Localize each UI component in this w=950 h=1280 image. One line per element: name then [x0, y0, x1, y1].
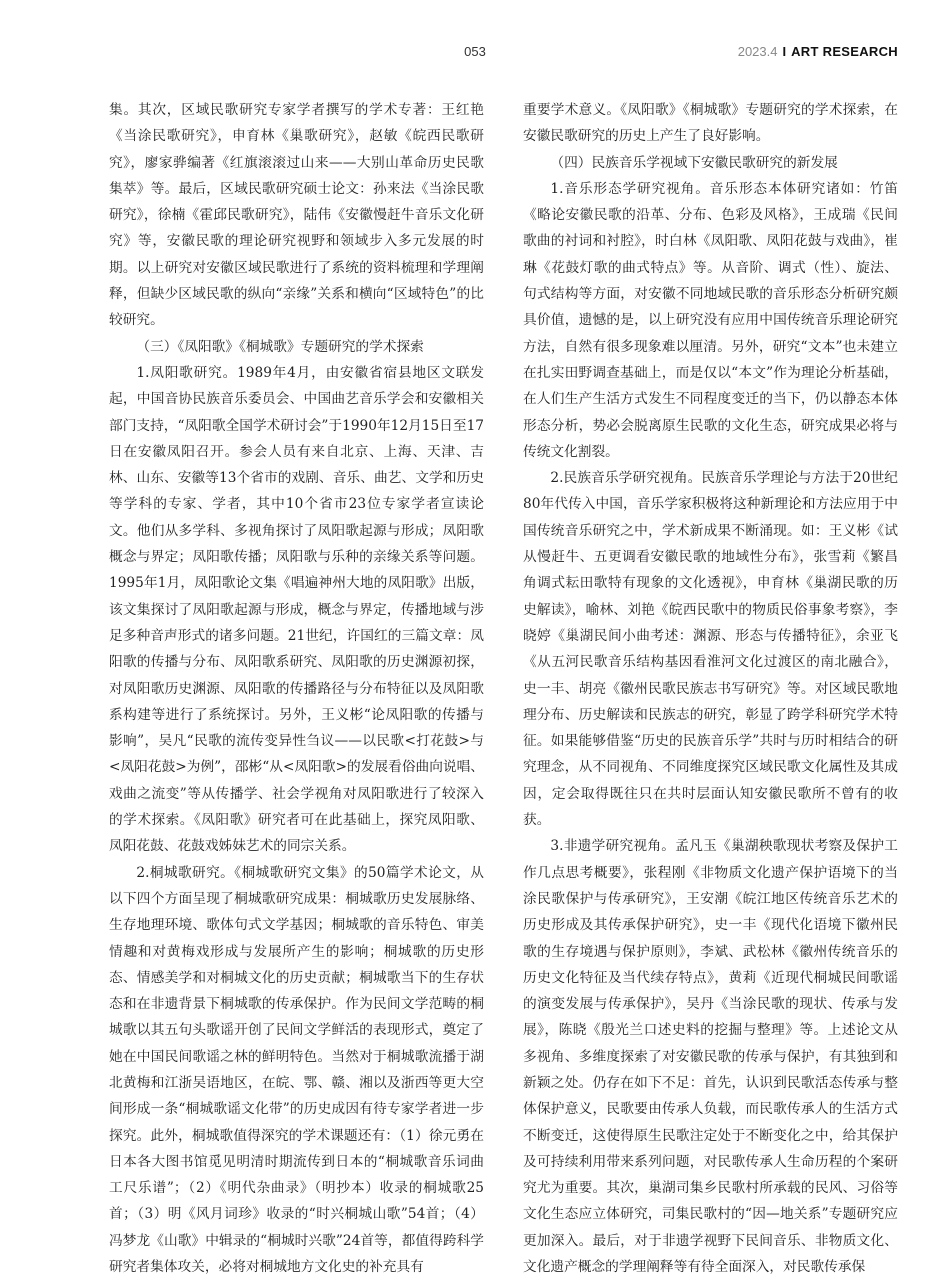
paragraph: 3.非遗学研究视角。孟凡玉《巢湖秧歌现状考察及保护工作几点思考概要》，张程刚《非物质文化遗产保护语境下的当涂民歌保护与传承研究》，王安潮《皖江地区传统音乐艺术的历史形成及其传承保护研究》，史一丰《现代化语境下徽州民歌的生存境遇与保护原则》，李斌、武松林《徽州传统音乐的历史文化特征及当代续存特点》，黄莉《近现代桐城民间歌谣的演变发展与传承保护》，吴丹《当涂民歌的现状、传承与发展》，陈晓《殷光兰口述史料的挖掘与整理》等。上述论文从多视角、多维度探索了对安徽民歌的传承与保护，有其独到和新颖之处。仍存在如下不足：首先，认识到民歌活态传承与整体保护意义，民歌要由传承人负载，而民歌传承人的生活方式不断变迁，这使得原生民歌注定处于不断变化之中，给其保护及可持续利用带来系列问题，对民歌传承人生命历程的个案研究尤为重要。其次，巢湖司集乡民歌村所承载的民风、习俗等文化生态应立体研究，司集民歌村的“因—地关系”专题研究应更加深入。最后，对于非遗学视野下民间音乐、非物质文化、文化遗产概念的学理阐释等有待全面深入，对民歌传承保 — [523, 838, 898, 1276]
issue-label: 2023.4 — [737, 44, 778, 59]
right-column — [523, 97, 898, 1280]
running-header — [738, 44, 898, 59]
section-heading: （四）民族音乐学视域下安徽民歌研究的新发展 — [550, 154, 838, 171]
paragraph: 集。其次，区域民歌研究专家学者撰写的学术专著：王红艳《当涂民歌研究》，申育林《巢歌研究》，赵敏《皖西民歌研究》，廖家骅编著《红旗滚滚过山来——大别山革命历史民歌集萃》等。最后，区域民歌研究硕士论文：孙来法《当涂民歌研究》，徐楠《霍邱民歌研究》，陆伟《安徽慢赶牛音乐文化研究》等，安徽民歌的理论研究视野和领域步入多元发展的时期。以上研究对安徽区域民歌进行了系统的资料梳理和学理阐释，但缺少区域民歌的纵向“亲缘”关系和横向“区域特色”的比较研究。 — [109, 102, 484, 329]
paragraph: 1.凤阳歌研究。1989年4月，由安徽省宿县地区文联发起，中国音协民族音乐委员会、中国曲艺音乐学会和安徽相关部门支持，“凤阳歌全国学术研讨会”于1990年12月15日至17日在安徽凤阳召开。参会人员有来自北京、上海、天津、吉林、山东、安徽等13个省市的戏剧、音乐、曲艺、文学和历史等学科的专家、学者，其中10个省市23位专家学者宣读论文。他们从多学科、多视角探讨了凤阳歌起源与形成；凤阳歌概念与界定；凤阳歌传播；凤阳歌与乐种的亲缘关系等问题。1995年1月，凤阳歌论文集《唱遍神州大地的凤阳歌》出版，该文集探讨了凤阳歌起源与形成，概念与界定，传播地域与涉足多种音声形式的诸多问题。21世纪，许国红的三篇文章：凤阳歌的传播与分布、凤阳歌系研究、凤阳歌的历史渊源初探，对凤阳歌历史渊源、凤阳歌的传播路径与分布特征以及凤阳歌系构建等进行了系统探讨。另外，王义彬“论凤阳歌的传播与影响”，吴凡“民歌的流传变异性刍议——以民歌<打花鼓>与<凤阳花鼓>为例”，邵彬“从<凤阳歌>的发展看俗曲向说唱、戏曲之流变”等从传播学、社会学视角对凤阳歌进行了较深入的学术探索。《凤阳歌》研究者可在此基础上，探究凤阳歌、凤阳花鼓、花鼓戏姊妹艺术的同宗关系。 — [109, 364, 484, 855]
paragraph: 2.民族音乐学研究视角。民族音乐学理论与方法于20世纪80年代传入中国，音乐学家积极将这种新理论和方法应用于中国传统音乐研究之中，学术新成果不断涌现。如：王义彬《试从慢赶牛、五更调看安徽民歌的地域性分布》，张雪莉《繁昌角调式耘田歌特有现象的文化透视》，申育林《巢湖民歌的历史解读》，喻林、刘艳《皖西民歌中的物质民俗事象考察》，李晓婷《巢湖民间小曲考述：渊源、形态与传播特征》，余亚飞《从五河民歌音乐结构基因看淮河文化过渡区的南北融合》，史一丰、胡亮《徽州民歌民族志书写研究》等。对区域民歌地理分布、历史解读和民族志的研究，彰显了跨学科研究学术特征。如果能够借鉴“历史的民族音乐学”共时与历时相结合的研究理念，从不同视角、不同维度探究区域民歌文化属性及其成因，定会取得既往只在共时层面认知安徽民歌所不曾有的收获。 — [523, 470, 898, 829]
section-heading: （三）《凤阳歌》《桐城歌》专题研究的学术探索 — [136, 338, 424, 355]
header-separator: I — [782, 44, 787, 59]
paragraph: 1.音乐形态学研究视角。音乐形态本体研究诸如：竹笛《略论安徽民歌的沿革、分布、色彩及风格》，王成瑞《民间歌曲的衬词和衬腔》，时白林《凤阳歌、凤阳花鼓与戏曲》，崔琳《花鼓灯歌的曲式特点》等。从音阶、调式（性）、旋法、句式结构等方面，对安徽不同地域民歌的音乐形态分析研究颇具价值，遗憾的是，以上研究没有应用中国传统音乐理论研究方法，自然有很多现象难以厘清。另外，研究“文本”也未建立在扎实田野调查基础上，而是仅以“本文”作为理论分析基础，在人们生产生活方式发生不同程度变迁的当下，仍以静态本体形态分析，势必会脱离原生民歌的文化生态，研究成果必将与传统文化割裂。 — [523, 180, 898, 460]
page-number: 053 — [464, 44, 486, 59]
paragraph: 重要学术意义。《凤阳歌》《桐城歌》专题研究的学术探索，在安徽民歌研究的历史上产生了良好影响。 — [523, 102, 898, 145]
journal-title: ART RESEARCH — [791, 44, 898, 59]
left-column — [109, 97, 484, 1280]
paragraph: 2.桐城歌研究。《桐城歌研究文集》的50篇学术论文，从以下四个方面呈现了桐城歌研究成果：桐城歌历史发展脉络、生存地理环境、歌体句式文学基因；桐城歌的音乐特色、审美情趣和对黄梅戏形成与发展所产生的影响；桐城歌的历史形态、情感美学和对桐城文化的历史贡献；桐城歌当下的生存状态和在非遗背景下桐城歌的传承保护。作为民间文学范畴的桐城歌以其五句头歌谣开创了民间文学鲜活的表现形式，奠定了她在中国民间歌谣之林的鲜明特色。当然对于桐城歌流播于湖北黄梅和江浙吴语地区，在皖、鄂、赣、湘以及浙西等更大空间形成一条“桐城歌谣文化带”的历史成因有待专家学者进一步探究。此外，桐城歌值得深究的学术课题还有：（1）徐元勇在日本各大图书馆觅见明清时期流传到日本的“桐城歌音乐词曲工尺乐谱”；（2）《明代杂曲录》（明抄本）收录的桐城歌25首；（3）明《风月词珍》收录的“时兴桐城山歌”54首；（4）冯梦龙《山歌》中辑录的“桐城时兴歌”24首等，都值得跨科学研究者集体攻关，必将对桐城地方文化史的补充具有 — [109, 864, 484, 1276]
